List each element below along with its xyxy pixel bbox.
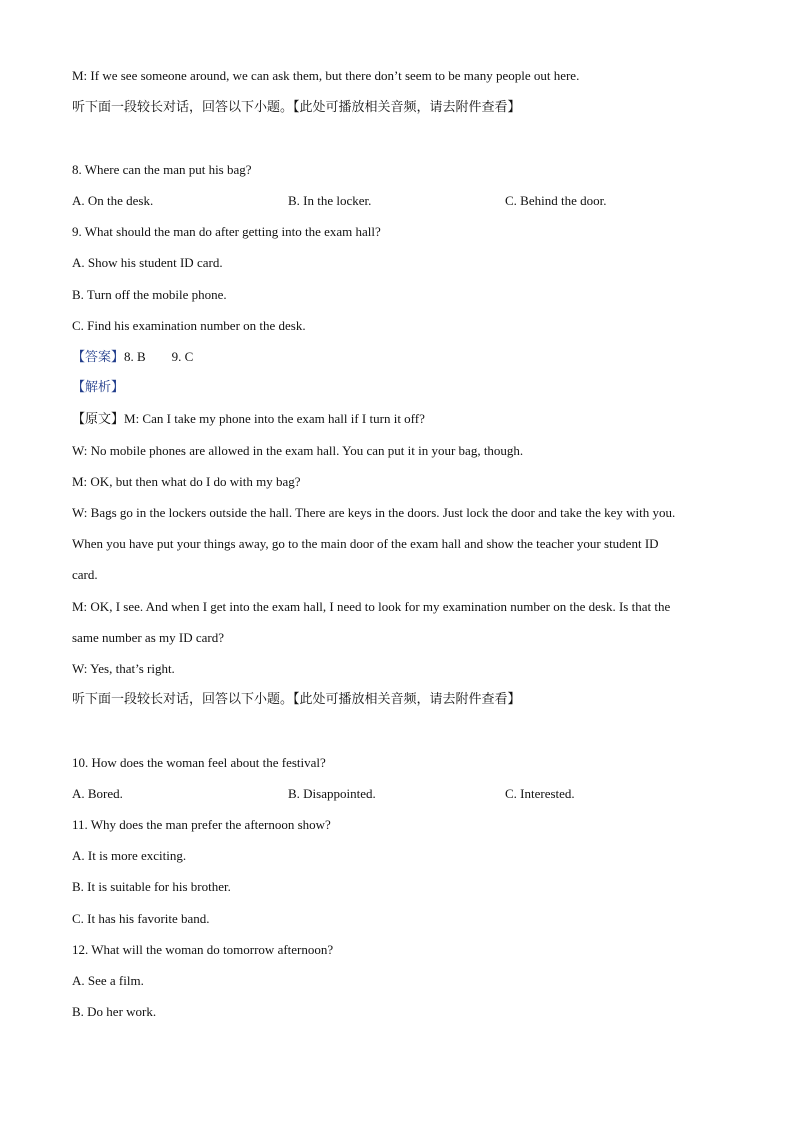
option-a: A. Show his student ID card.	[72, 255, 223, 270]
option-c: C. Behind the door.	[505, 193, 607, 208]
option-c: C. Interested.	[505, 786, 575, 801]
dialogue-line: M: OK, I see. And when I get into the exam hall, I need to look for my examination number on the desk. Is that the	[72, 599, 671, 614]
option-b: B. Do her work.	[72, 1004, 157, 1019]
option-a: A. See a film.	[72, 973, 144, 988]
question-12: 12. What will the woman do tomorrow afternoon?	[72, 942, 334, 957]
question-8: 8. Where can the man put his bag?	[72, 162, 252, 177]
option-a: A. It is more exciting.	[72, 848, 187, 863]
option-c: C. It has his favorite band.	[72, 911, 210, 926]
analysis-label: 【解析】	[72, 380, 125, 395]
option-b: B. It is suitable for his brother.	[72, 879, 231, 894]
option-b: B. Turn off the mobile phone.	[72, 287, 227, 302]
answer-label: 【答案】	[72, 350, 125, 365]
dialogue-line: When you have put your things away, go to the main door of the exam hall and show the teacher your student ID	[72, 536, 659, 551]
dialogue-line: same number as my ID card?	[72, 630, 224, 645]
option-a: A. On the desk.	[72, 193, 154, 208]
dialogue-line: M: If we see someone around, we can ask them, but there don’t seem to be many people out here.	[72, 68, 580, 83]
dialogue-line: M: OK, but then what do I do with my bag?	[72, 474, 301, 489]
original-text-label: 【原文】	[72, 412, 125, 427]
listening-instruction: 听下面一段较长对话，回答以下小题。【此处可播放相关音频，请去附件查看】	[72, 692, 521, 707]
question-11: 11. Why does the man prefer the afternoon show?	[72, 817, 331, 832]
answer-text: 8. B 9. C	[124, 349, 194, 364]
dialogue-text: M: Can I take my phone into the exam hall if I turn it off?	[124, 411, 425, 426]
option-b: B. In the locker.	[288, 193, 372, 208]
answer-line	[72, 348, 722, 367]
dialogue-line	[72, 410, 722, 429]
listening-instruction: 听下面一段较长对话，回答以下小题。【此处可播放相关音频，请去附件查看】	[72, 100, 521, 115]
dialogue-line: card.	[72, 567, 98, 582]
question-9: 9. What should the man do after getting into the exam hall?	[72, 224, 381, 239]
dialogue-line: W: Bags go in the lockers outside the hall. There are keys in the doors. Just lock the door and take the key with you.	[72, 505, 676, 520]
dialogue-line: W: Yes, that’s right.	[72, 661, 175, 676]
option-a: A. Bored.	[72, 786, 123, 801]
option-c: C. Find his examination number on the desk.	[72, 318, 306, 333]
dialogue-line: W: No mobile phones are allowed in the exam hall. You can put it in your bag, though.	[72, 443, 524, 458]
option-b: B. Disappointed.	[288, 786, 376, 801]
question-10: 10. How does the woman feel about the festival?	[72, 755, 326, 770]
